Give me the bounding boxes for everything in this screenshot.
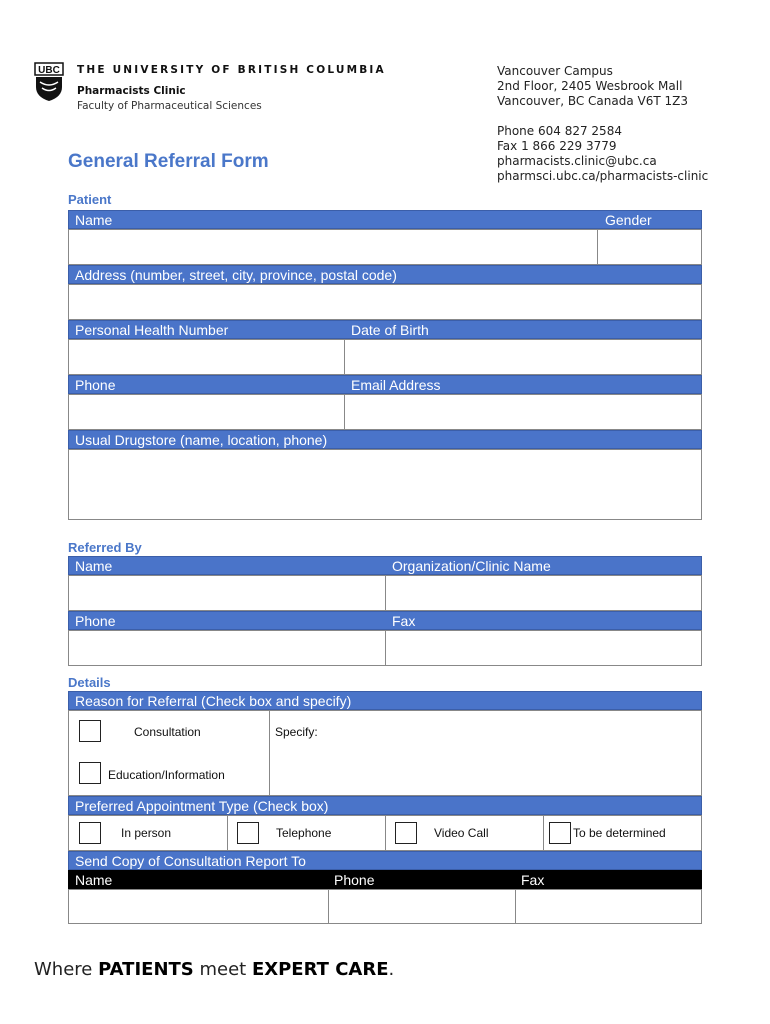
contact-phone: Phone 604 827 2584 xyxy=(497,124,622,138)
phn-dob-header xyxy=(68,320,702,339)
address-line: Vancouver, BC Canada V6T 1Z3 xyxy=(497,94,688,108)
org-field[interactable] xyxy=(385,575,702,611)
tagline xyxy=(34,959,394,980)
education-label: Education/Information xyxy=(108,768,225,782)
copy-name-label: Name xyxy=(75,872,113,888)
tbd-label: To be determined xyxy=(573,826,666,840)
drugstore-label: Usual Drugstore (name, location, phone) xyxy=(75,432,328,448)
copy-fax-field[interactable] xyxy=(515,889,702,924)
reason-header xyxy=(68,691,702,710)
faculty-name: Faculty of Pharmaceutical Sciences xyxy=(77,100,262,112)
patient-address-field[interactable] xyxy=(68,284,702,320)
address-line: Vancouver Campus xyxy=(497,64,613,78)
address-line: 2nd Floor, 2405 Wesbrook Mall xyxy=(497,79,683,93)
patient-gender-field[interactable] xyxy=(597,229,702,265)
reason-label: Reason for Referral (Check box and specify) xyxy=(75,693,352,709)
drugstore-header xyxy=(68,430,702,449)
consultation-label: Consultation xyxy=(134,725,201,739)
phn-field[interactable] xyxy=(68,339,345,375)
clinic-address xyxy=(497,64,708,184)
org-label: Organization/Clinic Name xyxy=(392,558,551,574)
telephone-checkbox[interactable] xyxy=(237,822,259,844)
appointment-header xyxy=(68,796,702,815)
tagline-bold: EXPERT CARE xyxy=(251,959,389,980)
referred-by-section-label: Referred By xyxy=(68,540,142,555)
phone-label: Phone xyxy=(75,377,116,393)
referrer-phone-field[interactable] xyxy=(68,630,386,666)
consultation-checkbox[interactable] xyxy=(79,720,101,742)
tagline-bold: PATIENTS xyxy=(98,959,194,980)
patient-name-header xyxy=(68,210,702,229)
dob-field[interactable] xyxy=(344,339,702,375)
specify-field[interactable] xyxy=(269,710,702,796)
gender-label: Gender xyxy=(605,212,652,228)
copy-report-header xyxy=(68,851,702,870)
referrer-fax-field[interactable] xyxy=(385,630,702,666)
tbd-checkbox[interactable] xyxy=(549,822,571,844)
tagline-part: Where xyxy=(34,959,99,980)
address-header xyxy=(68,265,702,284)
contact-fax: Fax 1 866 229 3779 xyxy=(497,139,617,153)
referrer-fax-label: Fax xyxy=(392,613,416,629)
phone-email-header xyxy=(68,375,702,394)
referrer-name-header xyxy=(68,556,702,575)
clinic-name: Pharmacists Clinic xyxy=(77,85,186,97)
name-label: Name xyxy=(75,212,113,228)
dob-label: Date of Birth xyxy=(351,322,429,338)
copy-fax-label: Fax xyxy=(521,872,545,888)
drugstore-field[interactable] xyxy=(68,449,702,520)
video-call-label: Video Call xyxy=(434,826,489,840)
tagline-part: . xyxy=(388,959,395,980)
telephone-label: Telephone xyxy=(276,826,332,840)
video-call-checkbox[interactable] xyxy=(395,822,417,844)
patient-section-label: Patient xyxy=(68,192,112,207)
email-label: Email Address xyxy=(351,377,441,393)
address-label: Address (number, street, city, province, postal code) xyxy=(75,267,397,283)
contact-website[interactable]: pharmsci.ubc.ca/pharmacists-clinic xyxy=(497,169,709,183)
specify-label: Specify: xyxy=(275,725,318,739)
copy-phone-field[interactable] xyxy=(328,889,516,924)
patient-email-field[interactable] xyxy=(344,394,702,430)
patient-phone-field[interactable] xyxy=(68,394,345,430)
appointment-label: Preferred Appointment Type (Check box) xyxy=(75,798,329,814)
phn-label: Personal Health Number xyxy=(75,322,229,338)
ubc-logo xyxy=(34,62,64,102)
copy-phone-label: Phone xyxy=(334,872,375,888)
copy-report-label: Send Copy of Consultation Report To xyxy=(75,853,306,869)
referrer-name-label: Name xyxy=(75,558,113,574)
details-section-label: Details xyxy=(68,675,111,690)
referrer-phone-label: Phone xyxy=(75,613,116,629)
referrer-phone-header xyxy=(68,611,702,630)
university-name: THE UNIVERSITY OF BRITISH COLUMBIA xyxy=(77,64,386,76)
in-person-checkbox[interactable] xyxy=(79,822,101,844)
in-person-label: In person xyxy=(121,826,172,840)
referrer-name-field[interactable] xyxy=(68,575,386,611)
education-checkbox[interactable] xyxy=(79,762,101,784)
copy-columns-header xyxy=(68,870,702,889)
tagline-part: meet xyxy=(193,959,252,980)
copy-name-field[interactable] xyxy=(68,889,329,924)
form-title: General Referral Form xyxy=(68,151,269,172)
logo-text: UBC xyxy=(38,65,60,76)
contact-email[interactable]: pharmacists.clinic@ubc.ca xyxy=(497,154,657,168)
patient-name-field[interactable] xyxy=(68,229,598,265)
